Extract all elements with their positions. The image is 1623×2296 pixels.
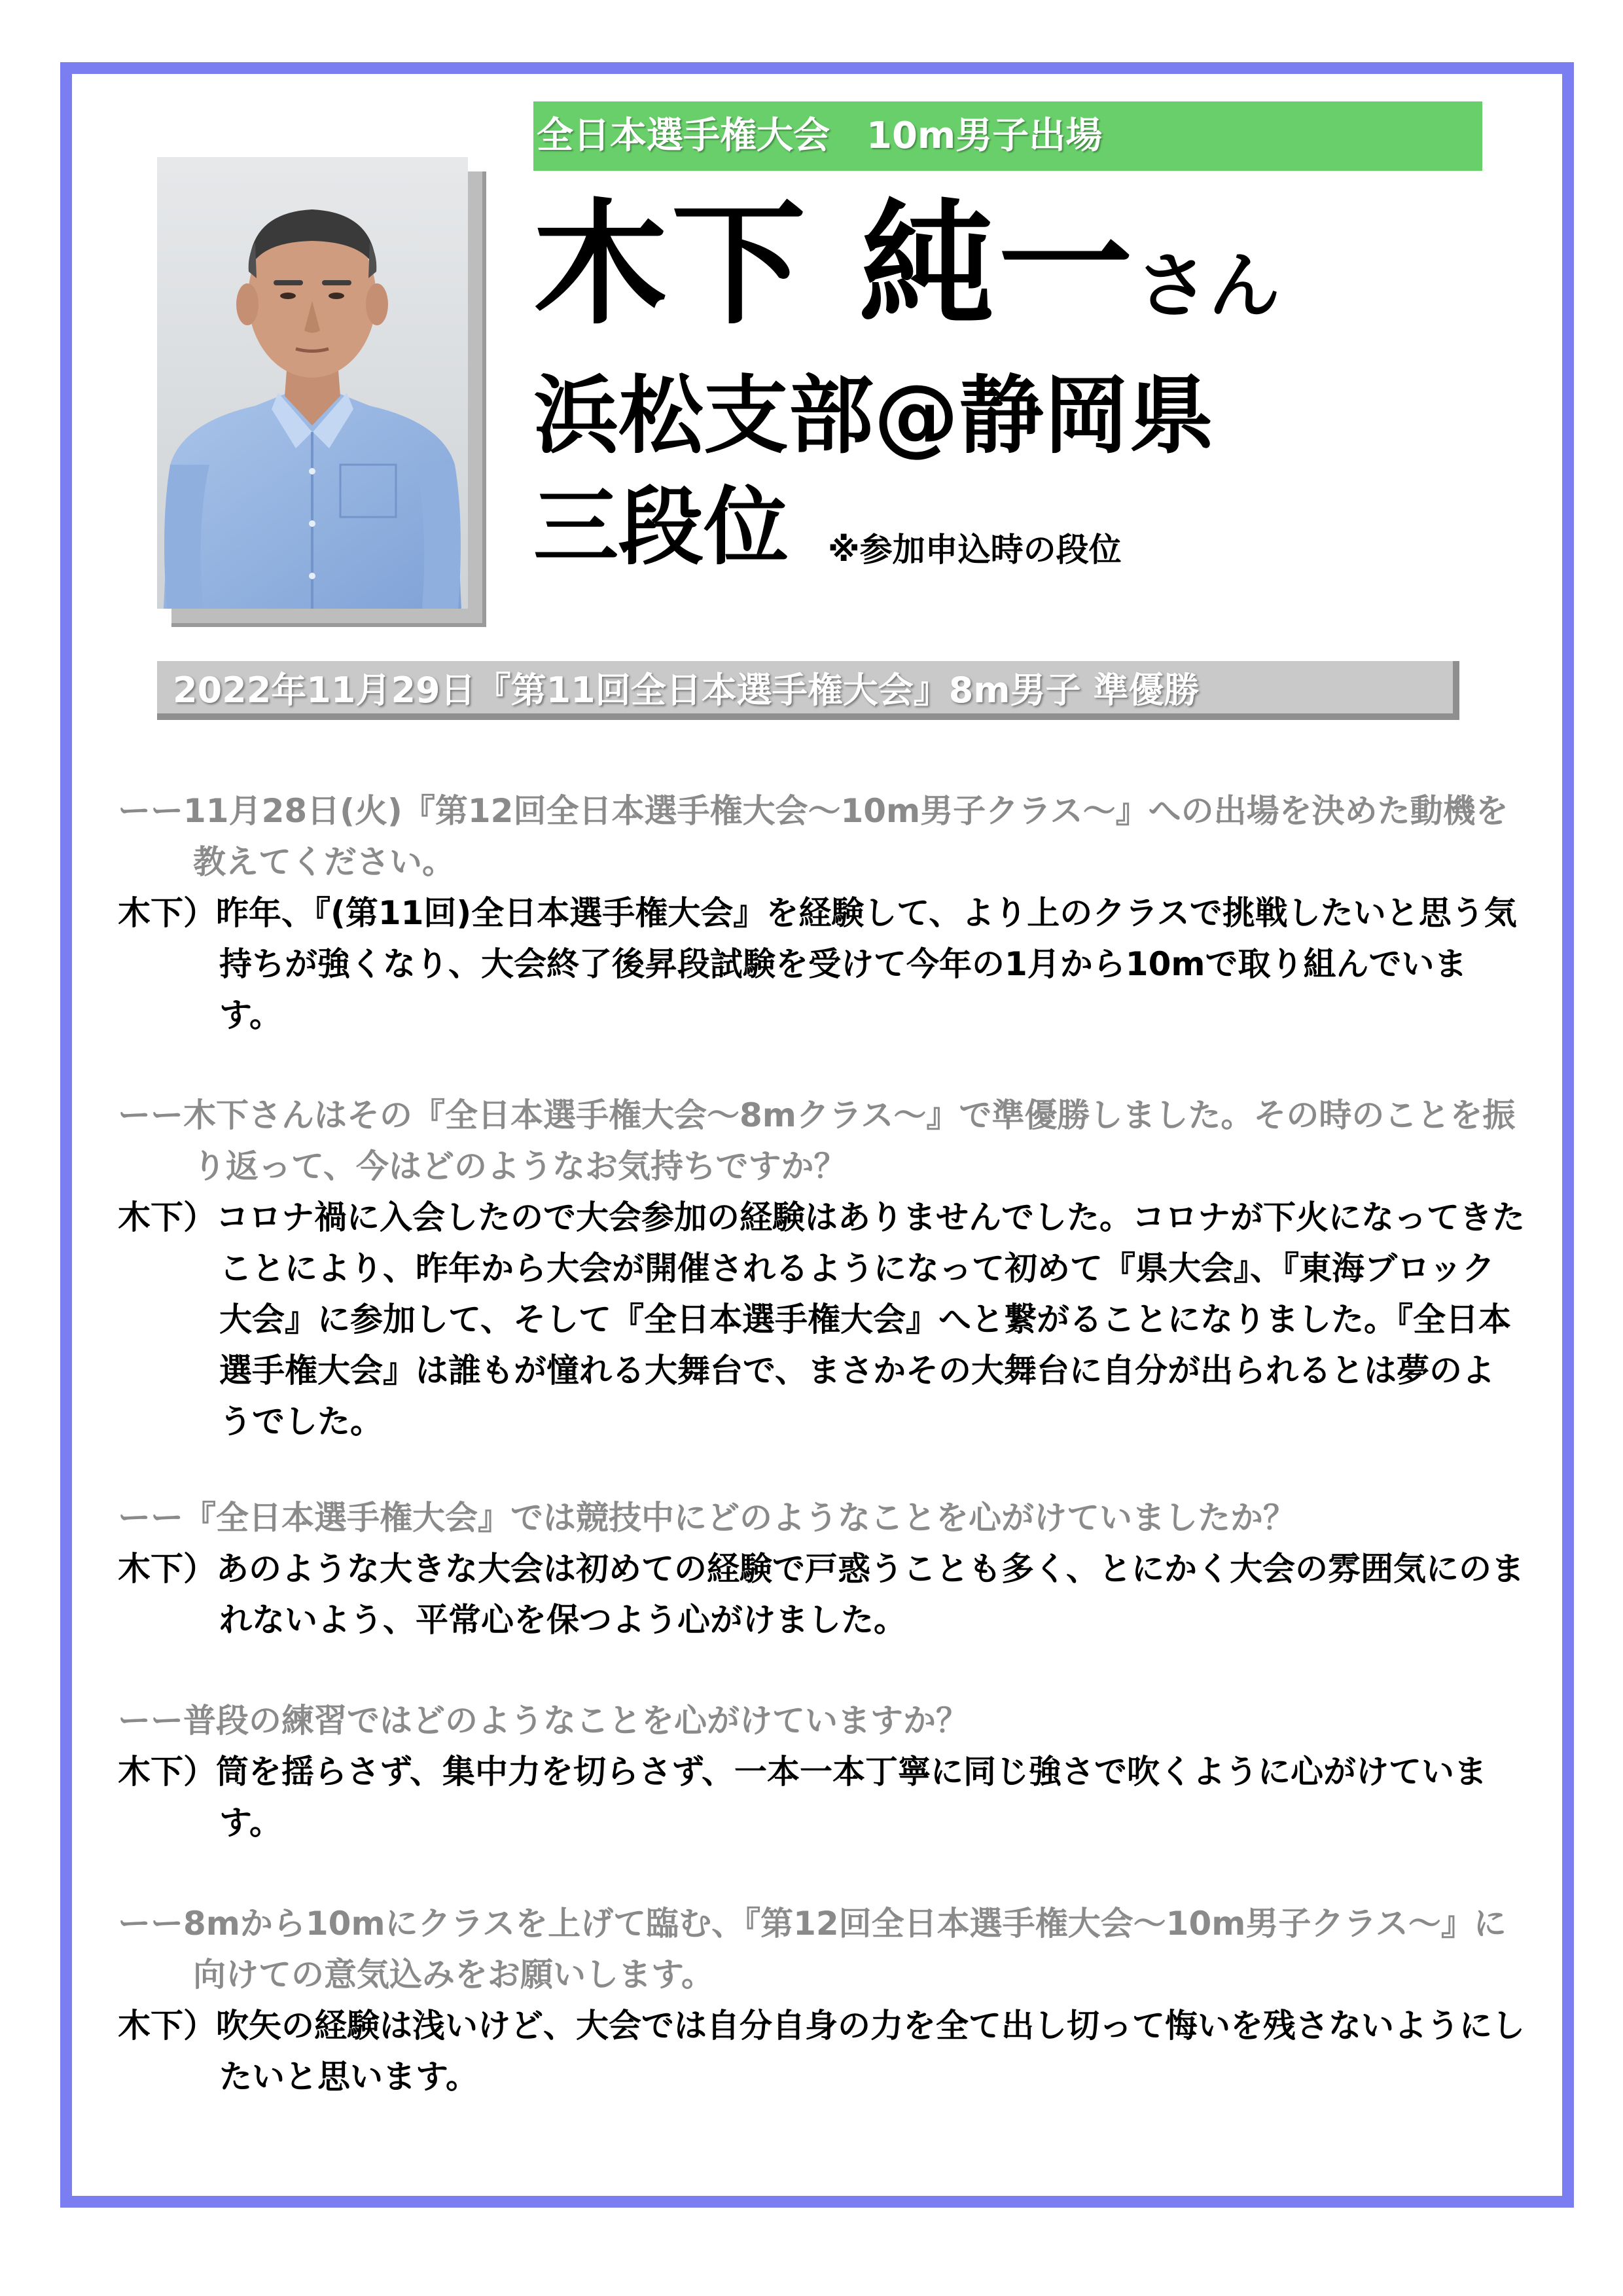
rank-note: ※参加申込時の段位 xyxy=(828,531,1122,569)
question: ーー8mから10mにクラスを上げて臨む、『第12回全日本選手権大会～10m男子クラス～』に向けての意気込みをお願いします。 xyxy=(118,1905,1507,1994)
qa-block-2 xyxy=(118,1090,1525,1447)
result-text: 2022年11月29日『第11回全日本選手権大会』8m男子 準優勝 xyxy=(173,670,1200,711)
result-bar xyxy=(157,661,1459,720)
question: ーー『全日本選手権大会』では競技中にどのようなことを心がけていましたか？ xyxy=(118,1499,1296,1537)
portrait-image xyxy=(157,157,468,609)
answer: 木下）あのような大きな大会は初めての経験で戸惑うことも多く、とにかく大会の雰囲気にのまれないよう、平常心を保つよう心がけました。 xyxy=(118,1550,1524,1639)
qa-block-3 xyxy=(118,1492,1525,1645)
athlete-name xyxy=(533,187,1281,361)
qa-block-1 xyxy=(118,785,1525,1041)
portrait-photo xyxy=(157,157,468,609)
rank: 三段位 xyxy=(533,477,789,577)
athlete-name-text: 木下 純一 xyxy=(533,187,1137,343)
question: ーー普段の練習ではどのようなことを心がけていますか？ xyxy=(118,1702,969,1740)
branch-name: 浜松支部@静岡県 xyxy=(533,366,1215,465)
answer: 木下）筒を揺らさず、集中力を切らさず、一本一本丁寧に同じ強さで吹くように心がけています。 xyxy=(118,1753,1487,1842)
qa-block-4 xyxy=(118,1695,1525,1848)
answer: 木下）コロナ禍に入会したので大会参加の経験はありませんでした。コロナが下火になってきたことにより、昨年から大会が開催されるようになって初めて『県大会』、『東海ブロック大会』に参加して、そして『全日本選手権大会』へと繋がることになりました。『全日本選手権大会』は誰もが憧れる大舞台で、まさかその大舞台に自分が出られるとは夢のようでした。 xyxy=(118,1198,1525,1441)
event-tag-text: 全日本選手権大会 10m男子出場 xyxy=(537,115,1103,157)
honorific: さん xyxy=(1136,244,1281,328)
question: ーー11月28日(火)『第12回全日本選手権大会～10m男子クラス～』への出場を決めた動機を教えてください。 xyxy=(118,792,1508,881)
answer: 木下）吹矢の経験は浅いけど、大会では自分自身の力を全て出し切って悔いを残さないようにしたいと思います。 xyxy=(118,2007,1525,2096)
qa-block-5 xyxy=(118,1898,1525,2102)
event-tag-bar xyxy=(533,101,1482,171)
question: ーー木下さんはその『全日本選手権大会～8mクラス～』で準優勝しました。その時のことを振り返って、今はどのようなお気持ちですか？ xyxy=(118,1096,1516,1185)
answer: 木下）昨年、『(第11回)全日本選手権大会』を経験して、より上のクラスで挑戦したいと思う気持ちが強くなり、大会終了後昇段試験を受けて今年の1月から10mで取り組んでいます。 xyxy=(118,894,1517,1034)
